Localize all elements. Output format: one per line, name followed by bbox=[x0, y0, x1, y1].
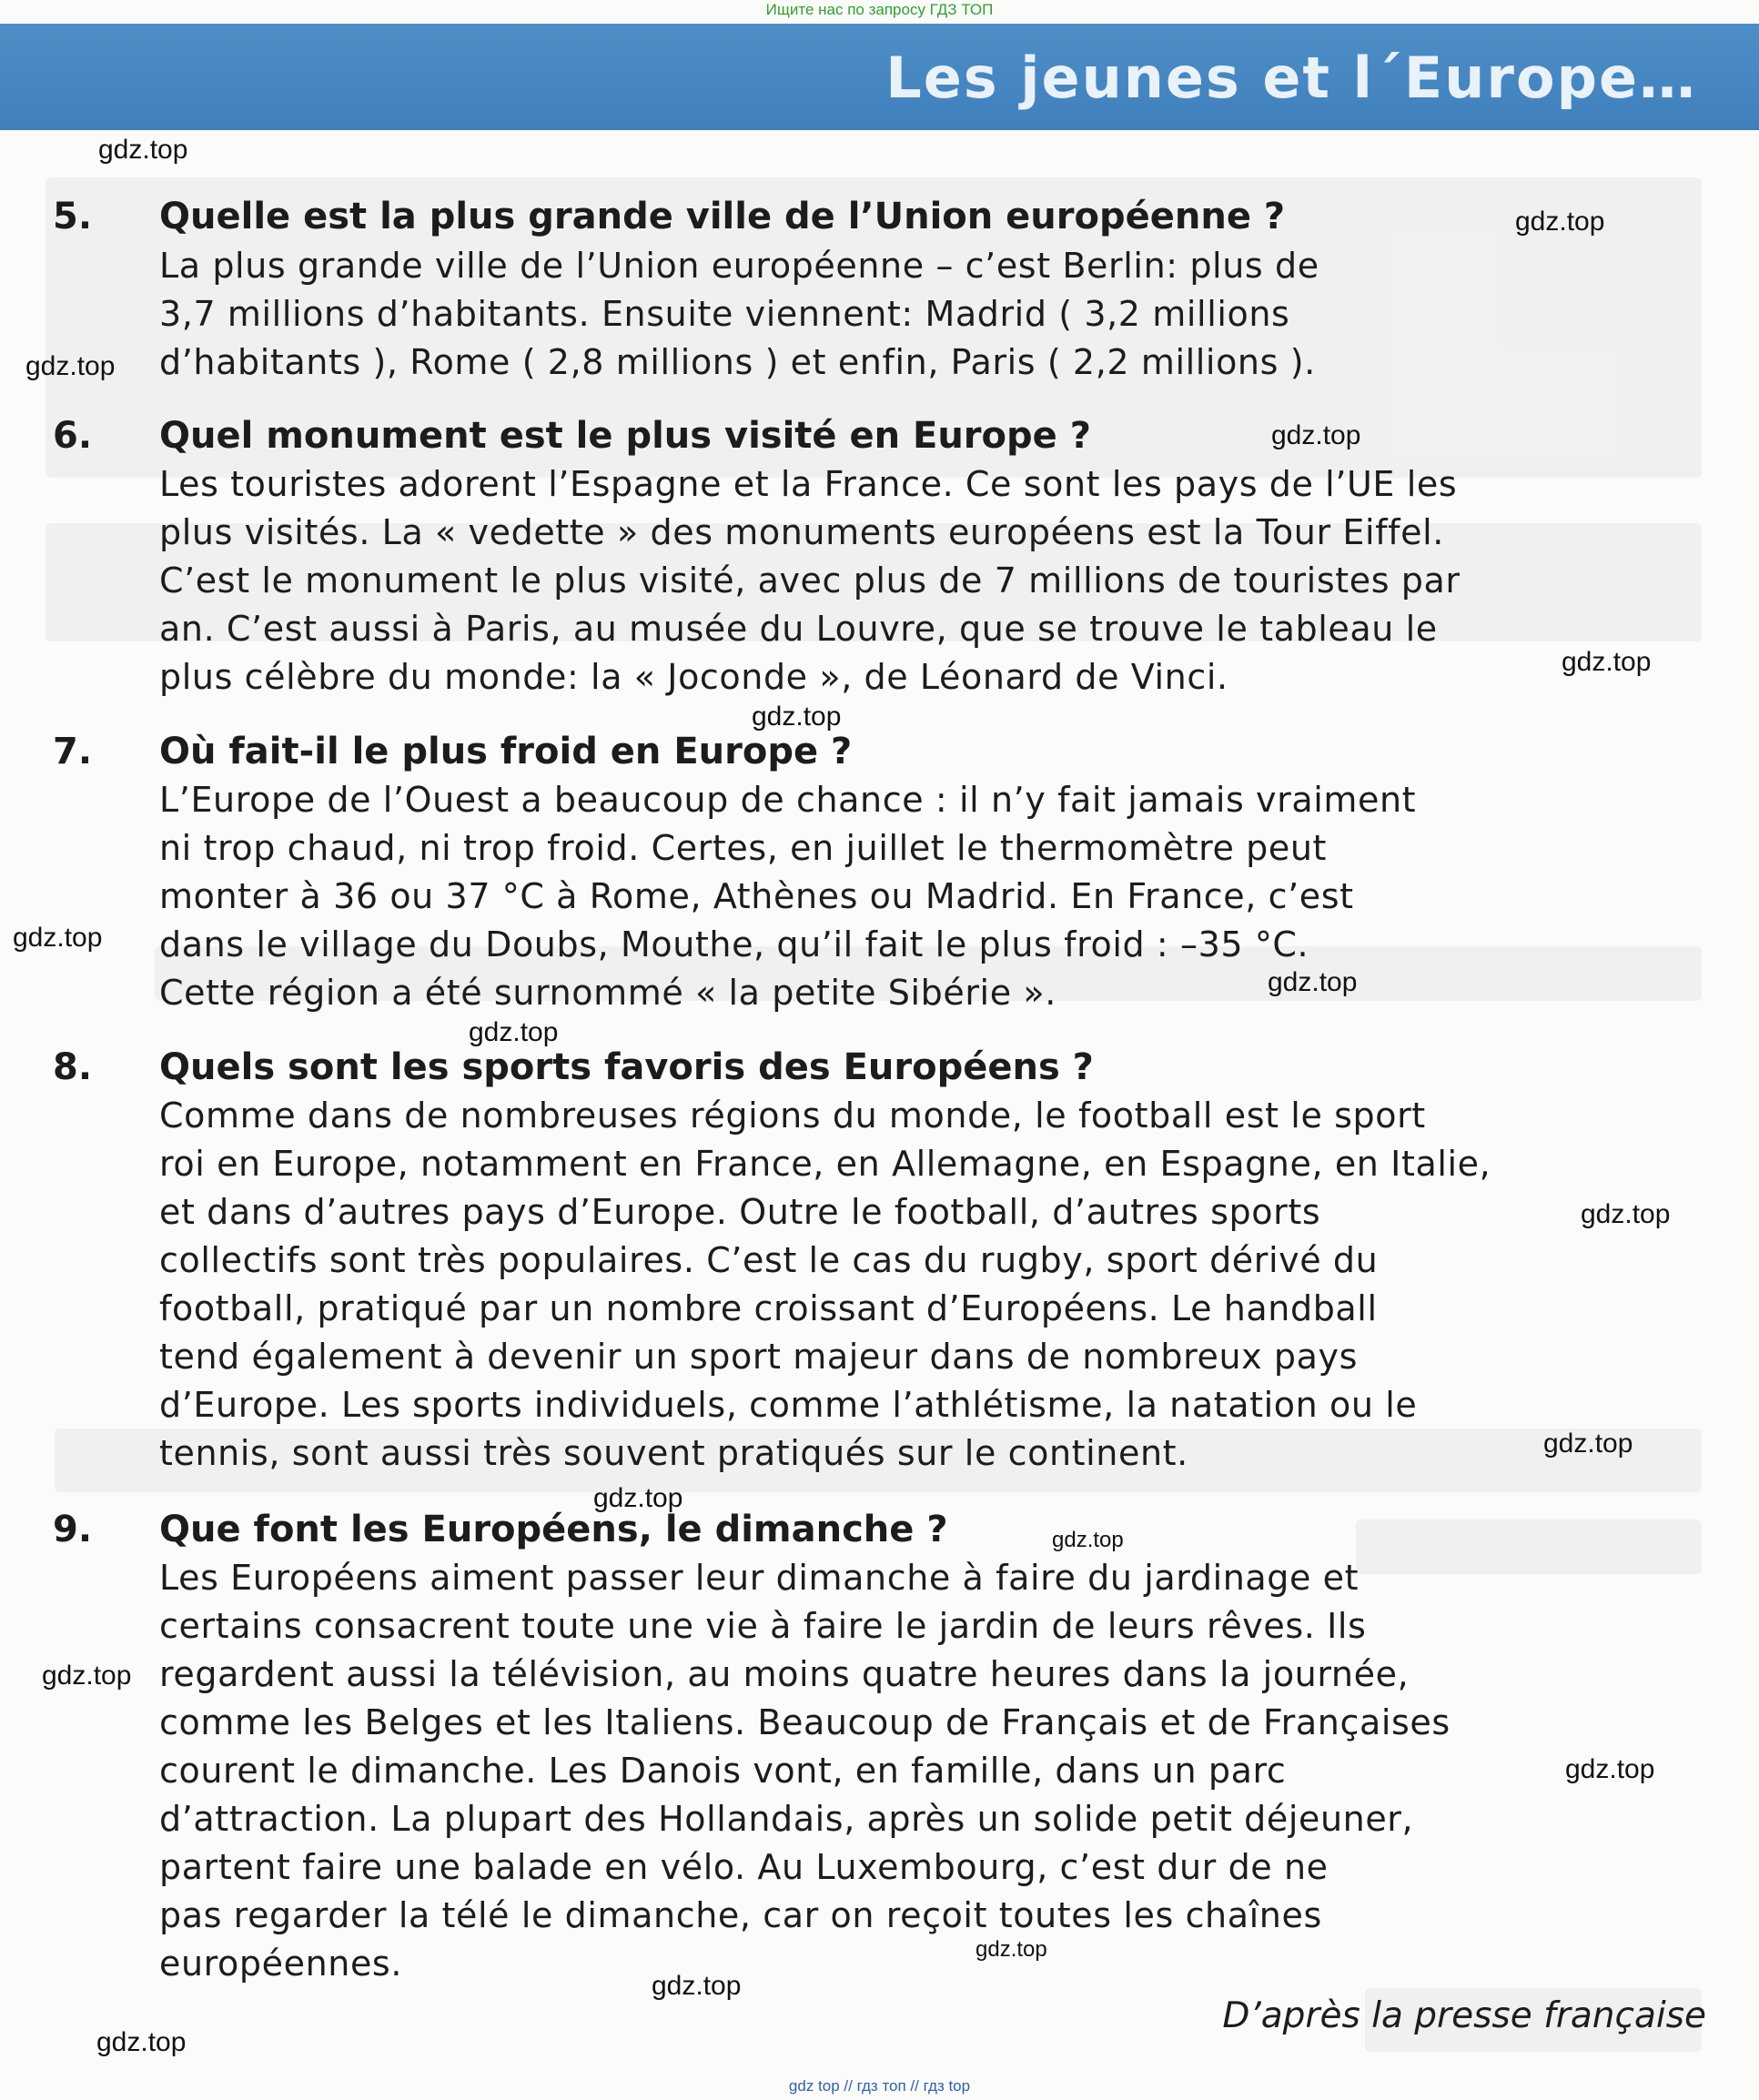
answer-line: Les Européens aiment passer leur dimanche à faire du jardinage et bbox=[159, 1558, 1360, 1598]
answer-line: d’Europe. Les sports individuels, comme l’athlétisme, la natation ou le bbox=[159, 1385, 1418, 1425]
answer-line: La plus grande ville de l’Union européenne – c’est Berlin: plus de bbox=[159, 246, 1319, 286]
question-heading: Quel monument est le plus visité en Europe ? bbox=[159, 415, 1091, 457]
answer-line: d’attraction. La plupart des Hollandais, après un solide petit déjeuner, bbox=[159, 1799, 1414, 1839]
answer-line: regardent aussi la télévision, au moins quatre heures dans la journée, bbox=[159, 1654, 1410, 1694]
watermark: gdz.top bbox=[1271, 420, 1361, 450]
answer-line: C’est le monument le plus visité, avec plus de 7 millions de touristes par bbox=[159, 560, 1461, 601]
watermark: gdz.top bbox=[1581, 1199, 1671, 1229]
watermark: gdz.top bbox=[1565, 1754, 1655, 1784]
watermark: gdz.top bbox=[652, 1971, 742, 2001]
question-heading: Quelle est la plus grande ville de l’Union européenne ? bbox=[159, 196, 1286, 237]
question-heading: Quels sont les sports favoris des Européens ? bbox=[159, 1046, 1094, 1088]
answer-line: partent faire une balade en vélo. Au Luxembourg, c’est dur de ne bbox=[159, 1847, 1329, 1887]
answer-line: plus célèbre du monde: la « Joconde », de Léonard de Vinci. bbox=[159, 657, 1228, 697]
answer-line: comme les Belges et les Italiens. Beaucoup de Français et de Françaises bbox=[159, 1702, 1451, 1742]
answer-line: certains consacrent toute une vie à faire le jardin de leurs rêves. Ils bbox=[159, 1606, 1367, 1646]
answer-line: an. C’est aussi à Paris, au musée du Louvre, que se trouve le tableau le bbox=[159, 609, 1438, 649]
watermark: gdz.top bbox=[1562, 647, 1652, 677]
answer-line: européennes. bbox=[159, 1944, 403, 1984]
answer-line: courent le dimanche. Les Danois vont, en famille, dans un parc bbox=[159, 1751, 1287, 1791]
answer-line: plus visités. La « vedette » des monuments européens est la Tour Eiffel. bbox=[159, 512, 1444, 552]
question-number: 8. bbox=[53, 1046, 93, 1088]
answer-line: Les touristes adorent l’Espagne et la France. Ce sont les pays de l’UE les bbox=[159, 464, 1458, 504]
source-attribution: D’après la presse française bbox=[1222, 1995, 1706, 2036]
bottom-promo-note: gdz top // гдз топ // гдз top bbox=[788, 2077, 971, 2095]
watermark: gdz.top bbox=[1052, 1528, 1124, 1552]
watermark: gdz.top bbox=[752, 702, 842, 732]
answer-line: L’Europe de l’Ouest a beaucoup de chance : il n’y fait jamais vraiment bbox=[159, 780, 1417, 820]
watermark: gdz.top bbox=[13, 923, 103, 953]
answer-line: ni trop chaud, ni trop froid. Certes, en juillet le thermomètre peut bbox=[159, 828, 1327, 868]
answer-line: football, pratiqué par un nombre croissant d’Européens. Le handball bbox=[159, 1288, 1378, 1328]
answer-line: monter à 36 ou 37 °C à Rome, Athènes ou Madrid. En France, c’est bbox=[159, 876, 1354, 916]
answer-line: tennis, sont aussi très souvent pratiqués sur le continent. bbox=[159, 1433, 1188, 1473]
question-heading: Où fait-il le plus froid en Europe ? bbox=[159, 731, 853, 772]
watermark: gdz.top bbox=[593, 1483, 683, 1513]
question-heading: Que font les Européens, le dimanche ? bbox=[159, 1509, 948, 1550]
question-number: 6. bbox=[53, 415, 93, 457]
answer-line: d’habitants ), Rome ( 2,8 millions ) et enfin, Paris ( 2,2 millions ). bbox=[159, 342, 1316, 382]
answer-line: pas regarder la télé le dimanche, car on reçoit toutes les chaînes bbox=[159, 1895, 1322, 1935]
watermark: gdz.top bbox=[976, 1937, 1047, 1962]
answer-line: Cette région a été surnommé « la petite Sibérie ». bbox=[159, 973, 1056, 1013]
page-title: Les jeunes et l´Europe… bbox=[885, 45, 1697, 111]
top-promo-note: Ищите нас по запросу ГДЗ ТОП bbox=[765, 1, 994, 18]
bleed-through-block bbox=[1356, 1519, 1702, 1574]
watermark: gdz.top bbox=[96, 2027, 187, 2057]
answer-line: Comme dans de nombreuses régions du monde, le football est le sport bbox=[159, 1095, 1426, 1136]
answer-line: collectifs sont très populaires. C’est le cas du rugby, sport dérivé du bbox=[159, 1240, 1379, 1280]
answer-line: et dans d’autres pays d’Europe. Outre le football, d’autres sports bbox=[159, 1192, 1321, 1232]
question-number: 5. bbox=[53, 196, 93, 237]
watermark: gdz.top bbox=[1268, 967, 1358, 997]
watermark: gdz.top bbox=[42, 1661, 132, 1691]
watermark: gdz.top bbox=[1515, 207, 1605, 237]
answer-line: dans le village du Doubs, Mouthe, qu’il fait le plus froid : –35 °C. bbox=[159, 924, 1309, 964]
answer-line: 3,7 millions d’habitants. Ensuite viennent: Madrid ( 3,2 millions bbox=[159, 294, 1290, 334]
watermark: gdz.top bbox=[98, 135, 188, 165]
answer-line: roi en Europe, notamment en France, en Allemagne, en Espagne, en Italie, bbox=[159, 1144, 1491, 1184]
watermark: gdz.top bbox=[469, 1017, 559, 1047]
answer-line: tend également à devenir un sport majeur dans de nombreux pays bbox=[159, 1337, 1358, 1377]
watermark: gdz.top bbox=[1543, 1429, 1633, 1459]
question-number: 9. bbox=[53, 1509, 93, 1550]
watermark: gdz.top bbox=[25, 351, 116, 381]
question-number: 7. bbox=[53, 731, 93, 772]
header-banner bbox=[0, 24, 1759, 130]
